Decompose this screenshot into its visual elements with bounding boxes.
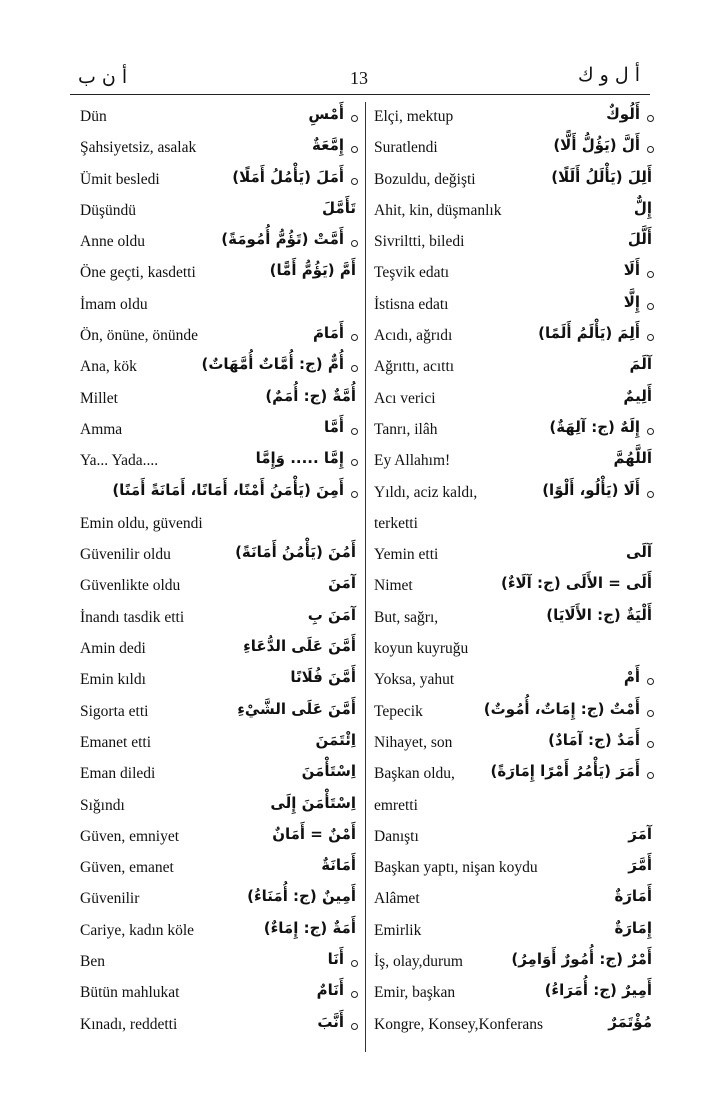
entry-bullet-icon — [351, 334, 358, 341]
dictionary-entry — [372, 446, 654, 477]
dictionary-entry — [78, 697, 358, 728]
entry-bullet-icon — [351, 178, 358, 185]
dictionary-entry — [78, 853, 358, 884]
arabic-headword: أَلَّ (يَؤُلُّ أَلًّا) — [553, 136, 640, 155]
turkish-meaning: Güvenlikte oldu — [80, 577, 181, 595]
turkish-meaning: emretti — [374, 796, 418, 814]
dictionary-entry — [78, 728, 358, 759]
arabic-headword: أَمَرَ (يَأْمُرُ أَمْرًا إِمَارَةً) — [490, 762, 640, 781]
arabic-headword: أَلِمَ (يَأْلَمُ أَلَمًا) — [538, 324, 640, 343]
dictionary-entry — [78, 916, 358, 947]
arabic-headword: أَمَدٌ (ج: آمَادٌ) — [548, 730, 640, 749]
arabic-headword: أَمَّا — [323, 417, 344, 436]
arabic-headword: آمَنَ بِ — [307, 605, 356, 624]
turkish-meaning: Cariye, kadın köle — [80, 921, 195, 939]
entry-bullet-icon — [647, 271, 654, 278]
arabic-headword: آلَى — [626, 543, 652, 562]
arabic-headword: أَمَارَةٌ — [614, 887, 652, 906]
dictionary-entry — [372, 196, 654, 227]
arabic-headword: إِمَّعَةٌ — [312, 136, 344, 155]
dictionary-entry — [372, 603, 654, 634]
dictionary-entry — [78, 759, 358, 790]
turkish-meaning: Sığındı — [80, 796, 125, 814]
arabic-headword: أَمَّنَ عَلَى الشَّيْءِ — [237, 699, 356, 718]
turkish-meaning: koyun kuyruğu — [374, 640, 469, 658]
turkish-meaning: Ümit besledi — [80, 170, 160, 188]
turkish-meaning: Suratlendi — [374, 139, 438, 157]
entry-bullet-icon — [351, 146, 358, 153]
dictionary-entry — [372, 165, 654, 196]
dictionary-entry — [372, 133, 654, 164]
dictionary-entry — [78, 665, 358, 696]
turkish-meaning: Dün — [80, 108, 107, 125]
entry-bullet-icon — [647, 772, 654, 779]
turkish-meaning: Anne oldu — [80, 233, 146, 251]
turkish-meaning: Tanrı, ilâh — [374, 420, 438, 438]
dictionary-entry — [372, 853, 654, 884]
turkish-meaning: Güvenilir — [80, 890, 140, 908]
turkish-meaning: Eman diledi — [80, 765, 156, 783]
arabic-headword: تَأَمَّلَ — [322, 198, 356, 217]
dictionary-entry — [372, 384, 654, 415]
turkish-meaning: Kongre, Konsey,Konferans — [374, 1015, 544, 1033]
dictionary-entry — [372, 916, 654, 947]
dictionary-entry — [372, 290, 654, 321]
turkish-meaning: Emanet etti — [80, 733, 152, 751]
dictionary-entry — [78, 196, 358, 227]
entry-bullet-icon — [351, 240, 358, 247]
turkish-meaning: Güven, emanet — [80, 859, 174, 877]
turkish-meaning: İş, olay,durum — [374, 953, 463, 971]
dictionary-entry — [78, 352, 358, 383]
right-column — [372, 102, 654, 1041]
dictionary-entry — [372, 478, 654, 509]
dictionary-entry — [78, 415, 358, 446]
arabic-headword: أَمْتٌ (ج: إِمَاتٌ، أُمُوتٌ) — [483, 699, 640, 718]
dictionary-entry — [78, 603, 358, 634]
turkish-meaning: Yıldı, aciz kaldı, — [374, 483, 478, 501]
entry-bullet-icon — [647, 428, 654, 435]
dictionary-entry — [78, 1010, 358, 1041]
arabic-headword: أَمُنَ (يَأْمُنُ أَمَانَةً) — [235, 543, 356, 562]
arabic-headword: آمَنَ — [328, 574, 356, 593]
dictionary-entry — [78, 446, 358, 477]
page-header — [70, 60, 650, 96]
turkish-meaning: Ahit, kin, düşmanlık — [374, 201, 502, 219]
turkish-meaning: But, sağrı, — [374, 608, 439, 626]
turkish-meaning: Amin dedi — [80, 640, 146, 658]
arabic-headword: أُمَّةٌ (ج: أُمَمٌ) — [265, 386, 356, 405]
dictionary-entry — [78, 571, 358, 602]
arabic-headword: أَلْيَةٌ (ج: الأَلَايَا) — [546, 605, 652, 624]
turkish-meaning: Ana, kök — [80, 358, 137, 376]
arabic-headword: أَلِيمٌ — [623, 386, 652, 405]
turkish-meaning: Tepecik — [374, 702, 423, 720]
arabic-headword: آمَرَ — [628, 824, 652, 843]
arabic-headword: أَنَا — [327, 950, 344, 969]
dictionary-entry — [372, 571, 654, 602]
turkish-meaning: İstisna edatı — [374, 295, 449, 313]
turkish-meaning: Teşvik edatı — [374, 264, 450, 282]
turkish-meaning: Emin oldu, güvendi — [80, 514, 203, 532]
dictionary-entry — [78, 102, 358, 133]
entry-bullet-icon — [647, 146, 654, 153]
dictionary-entry — [78, 540, 358, 571]
turkish-meaning: Elçi, mektup — [374, 108, 454, 125]
dictionary-entry — [372, 415, 654, 446]
left-column — [78, 102, 358, 1041]
dictionary-entry — [78, 634, 358, 665]
turkish-meaning: Başkan yaptı, nişan koydu — [374, 859, 538, 877]
dictionary-entry — [78, 509, 358, 540]
dictionary-entry — [372, 947, 654, 978]
dictionary-entry — [78, 947, 358, 978]
turkish-meaning: Danıştı — [374, 827, 419, 845]
turkish-meaning: Ön, önüne, önünde — [80, 327, 198, 345]
turkish-meaning: Acıdı, ağrıdı — [374, 327, 453, 345]
arabic-headword: أَمَانَةٌ — [321, 856, 356, 875]
entry-bullet-icon — [647, 115, 654, 122]
entry-bullet-icon — [351, 991, 358, 998]
turkish-meaning: Ya... Yada.... — [80, 452, 159, 470]
dictionary-entry — [372, 884, 654, 915]
turkish-meaning: Ağrıttı, acıttı — [374, 358, 455, 376]
dictionary-entry — [78, 227, 358, 258]
column-divider — [365, 102, 366, 1052]
dictionary-entry — [372, 697, 654, 728]
arabic-headword: أَمِينٌ (ج: أُمَنَاءُ) — [247, 887, 356, 906]
entry-bullet-icon — [351, 459, 358, 466]
arabic-headword: أَمَّنَ فُلَانًا — [290, 668, 356, 687]
dictionary-entry — [372, 102, 654, 133]
entry-bullet-icon — [647, 741, 654, 748]
arabic-headword: أَمَةٌ (ج: إِمَاءٌ) — [263, 918, 356, 937]
turkish-meaning: Düşündü — [80, 201, 136, 219]
turkish-meaning: Bozuldu, değişti — [374, 170, 476, 188]
arabic-headword: أَمْ — [623, 668, 640, 687]
turkish-meaning: Nimet — [374, 577, 413, 595]
turkish-meaning: terketti — [374, 514, 418, 532]
dictionary-entry — [372, 791, 654, 822]
dictionary-entry — [372, 509, 654, 540]
arabic-headword: أَمْسِ — [308, 105, 344, 123]
turkish-meaning: Nihayet, son — [374, 733, 453, 751]
dictionary-entry — [372, 978, 654, 1009]
dictionary-entry — [78, 384, 358, 415]
turkish-meaning: Acı verici — [374, 389, 436, 407]
turkish-meaning: Emin kıldı — [80, 671, 146, 689]
arabic-headword: أُمٌّ (ج: أُمَّاتٌ أُمَّهَاتٌ) — [201, 355, 344, 374]
dictionary-entry — [78, 133, 358, 164]
turkish-meaning: İmam oldu — [80, 295, 148, 313]
dictionary-entry — [372, 759, 654, 790]
dictionary-entry — [372, 321, 654, 352]
arabic-headword: أَمْرٌ (ج: أُمُورٌ أَوَامِرُ) — [511, 950, 652, 969]
arabic-headword: أَلَّلَ — [627, 230, 652, 249]
dictionary-entry — [372, 634, 654, 665]
dictionary-entry — [78, 258, 358, 289]
arabic-headword: أَلَا — [623, 261, 640, 280]
turkish-meaning: Millet — [80, 389, 118, 407]
entry-bullet-icon — [351, 365, 358, 372]
turkish-meaning: Bütün mahlukat — [80, 984, 180, 1002]
arabic-headword: أَنَامٌ — [316, 981, 344, 1000]
turkish-meaning: Güvenilir oldu — [80, 546, 171, 564]
arabic-headword: اَللَّهُمَّ — [613, 449, 652, 468]
dictionary-entry — [372, 227, 654, 258]
entry-bullet-icon — [647, 334, 654, 341]
dictionary-entry — [372, 352, 654, 383]
arabic-headword: أَمَّ (يَؤُمُّ أَمًّا) — [269, 261, 356, 280]
dictionary-entry — [78, 978, 358, 1009]
entry-bullet-icon — [351, 1023, 358, 1030]
dictionary-entry — [372, 728, 654, 759]
arabic-headword: أَمَلَ (يَأْمُلُ أَمَلًا) — [232, 167, 344, 186]
entry-bullet-icon — [647, 491, 654, 498]
dictionary-entry — [78, 321, 358, 352]
header-rule — [70, 94, 650, 95]
arabic-headword: أَلَى = الأَلَى (ج: آلَاءٌ) — [500, 574, 652, 593]
arabic-headword: اِسْتَأْمَنَ — [301, 762, 356, 781]
dictionary-entry — [372, 1010, 654, 1041]
entry-bullet-icon — [647, 303, 654, 310]
arabic-headword: اِسْتَأْمَنَ إِلَى — [270, 793, 356, 812]
turkish-meaning: Ey Allahım! — [374, 452, 451, 470]
arabic-headword: مُؤْتَمَرٌ — [608, 1012, 652, 1031]
arabic-headword: أَمِيرٌ (ج: أُمَرَاءُ) — [544, 981, 652, 1000]
arabic-headword: أَمَّنَ عَلَى الدُّعَاءِ — [243, 637, 356, 656]
turkish-meaning: Emir, başkan — [374, 984, 456, 1002]
turkish-meaning: Emirlik — [374, 921, 422, 939]
turkish-meaning: Alâmet — [374, 890, 420, 908]
entry-bullet-icon — [647, 678, 654, 685]
arabic-headword: أَمَّتْ (تَؤُمُّ أُمُومَةً) — [221, 230, 344, 249]
arabic-headword: أَمَامَ — [312, 324, 344, 343]
header-right-letters: أ ل و ك — [577, 64, 640, 86]
arabic-headword: أَمَّرَ — [628, 856, 652, 875]
arabic-headword: آلَمَ — [629, 355, 652, 374]
dictionary-entry — [78, 884, 358, 915]
dictionary-entry — [78, 290, 358, 321]
turkish-meaning: Öne geçti, kasdetti — [80, 264, 196, 282]
turkish-meaning: Ben — [80, 953, 105, 971]
entry-bullet-icon — [351, 960, 358, 967]
page-number: 13 — [350, 68, 368, 88]
dictionary-entry — [78, 165, 358, 196]
turkish-meaning: Kınadı, reddetti — [80, 1015, 178, 1033]
turkish-meaning: Amma — [80, 420, 123, 438]
header-left-letters: أ ن ب — [78, 66, 128, 88]
entry-bullet-icon — [351, 115, 358, 122]
dictionary-entry — [78, 822, 358, 853]
arabic-headword: إِلٌّ — [633, 198, 652, 217]
arabic-headword: إِمَارَةٌ — [614, 918, 652, 937]
dictionary-entry — [372, 540, 654, 571]
entry-bullet-icon — [351, 491, 358, 498]
turkish-meaning: Sigorta etti — [80, 702, 149, 720]
turkish-meaning: Yemin etti — [374, 546, 439, 564]
entry-bullet-icon — [647, 710, 654, 717]
dictionary-entry — [78, 478, 358, 509]
turkish-meaning: Sivriltti, biledi — [374, 233, 465, 251]
dictionary-entry — [78, 791, 358, 822]
arabic-headword: إِلَّا — [623, 292, 640, 311]
arabic-headword: أَمِنَ (يَأْمَنُ أَمْنًا، أَمَانًا، أَمَانَةً أَمَنًا) — [112, 480, 344, 499]
dictionary-entry — [372, 258, 654, 289]
arabic-headword: إِمَّا ..... وَإِمَّا — [255, 449, 344, 468]
arabic-headword: أَلَا (يَأْلُو، أَلْوًا) — [542, 480, 640, 499]
turkish-meaning: Yoksa, yahut — [374, 671, 455, 689]
arabic-headword: أَمْنٌ = أَمَانٌ — [272, 824, 356, 843]
turkish-meaning: Başkan oldu, — [374, 765, 455, 783]
arabic-headword: اِئْتَمَنَ — [315, 730, 356, 749]
turkish-meaning: Güven, emniyet — [80, 827, 180, 845]
dictionary-entry — [372, 665, 654, 696]
turkish-meaning: İnandı tasdik etti — [80, 608, 185, 626]
arabic-headword: أَنَّبَ — [317, 1012, 344, 1031]
turkish-meaning: Şahsiyetsiz, asalak — [80, 139, 197, 157]
arabic-headword: أَلُوكٌ — [606, 105, 640, 123]
entry-bullet-icon — [351, 428, 358, 435]
arabic-headword: أَلِلَ (يَأْلَلُ أَلَلًا) — [551, 167, 652, 186]
arabic-headword: إِلَهٌ (ج: آلِهَةٌ) — [549, 417, 640, 436]
dictionary-entry — [372, 822, 654, 853]
